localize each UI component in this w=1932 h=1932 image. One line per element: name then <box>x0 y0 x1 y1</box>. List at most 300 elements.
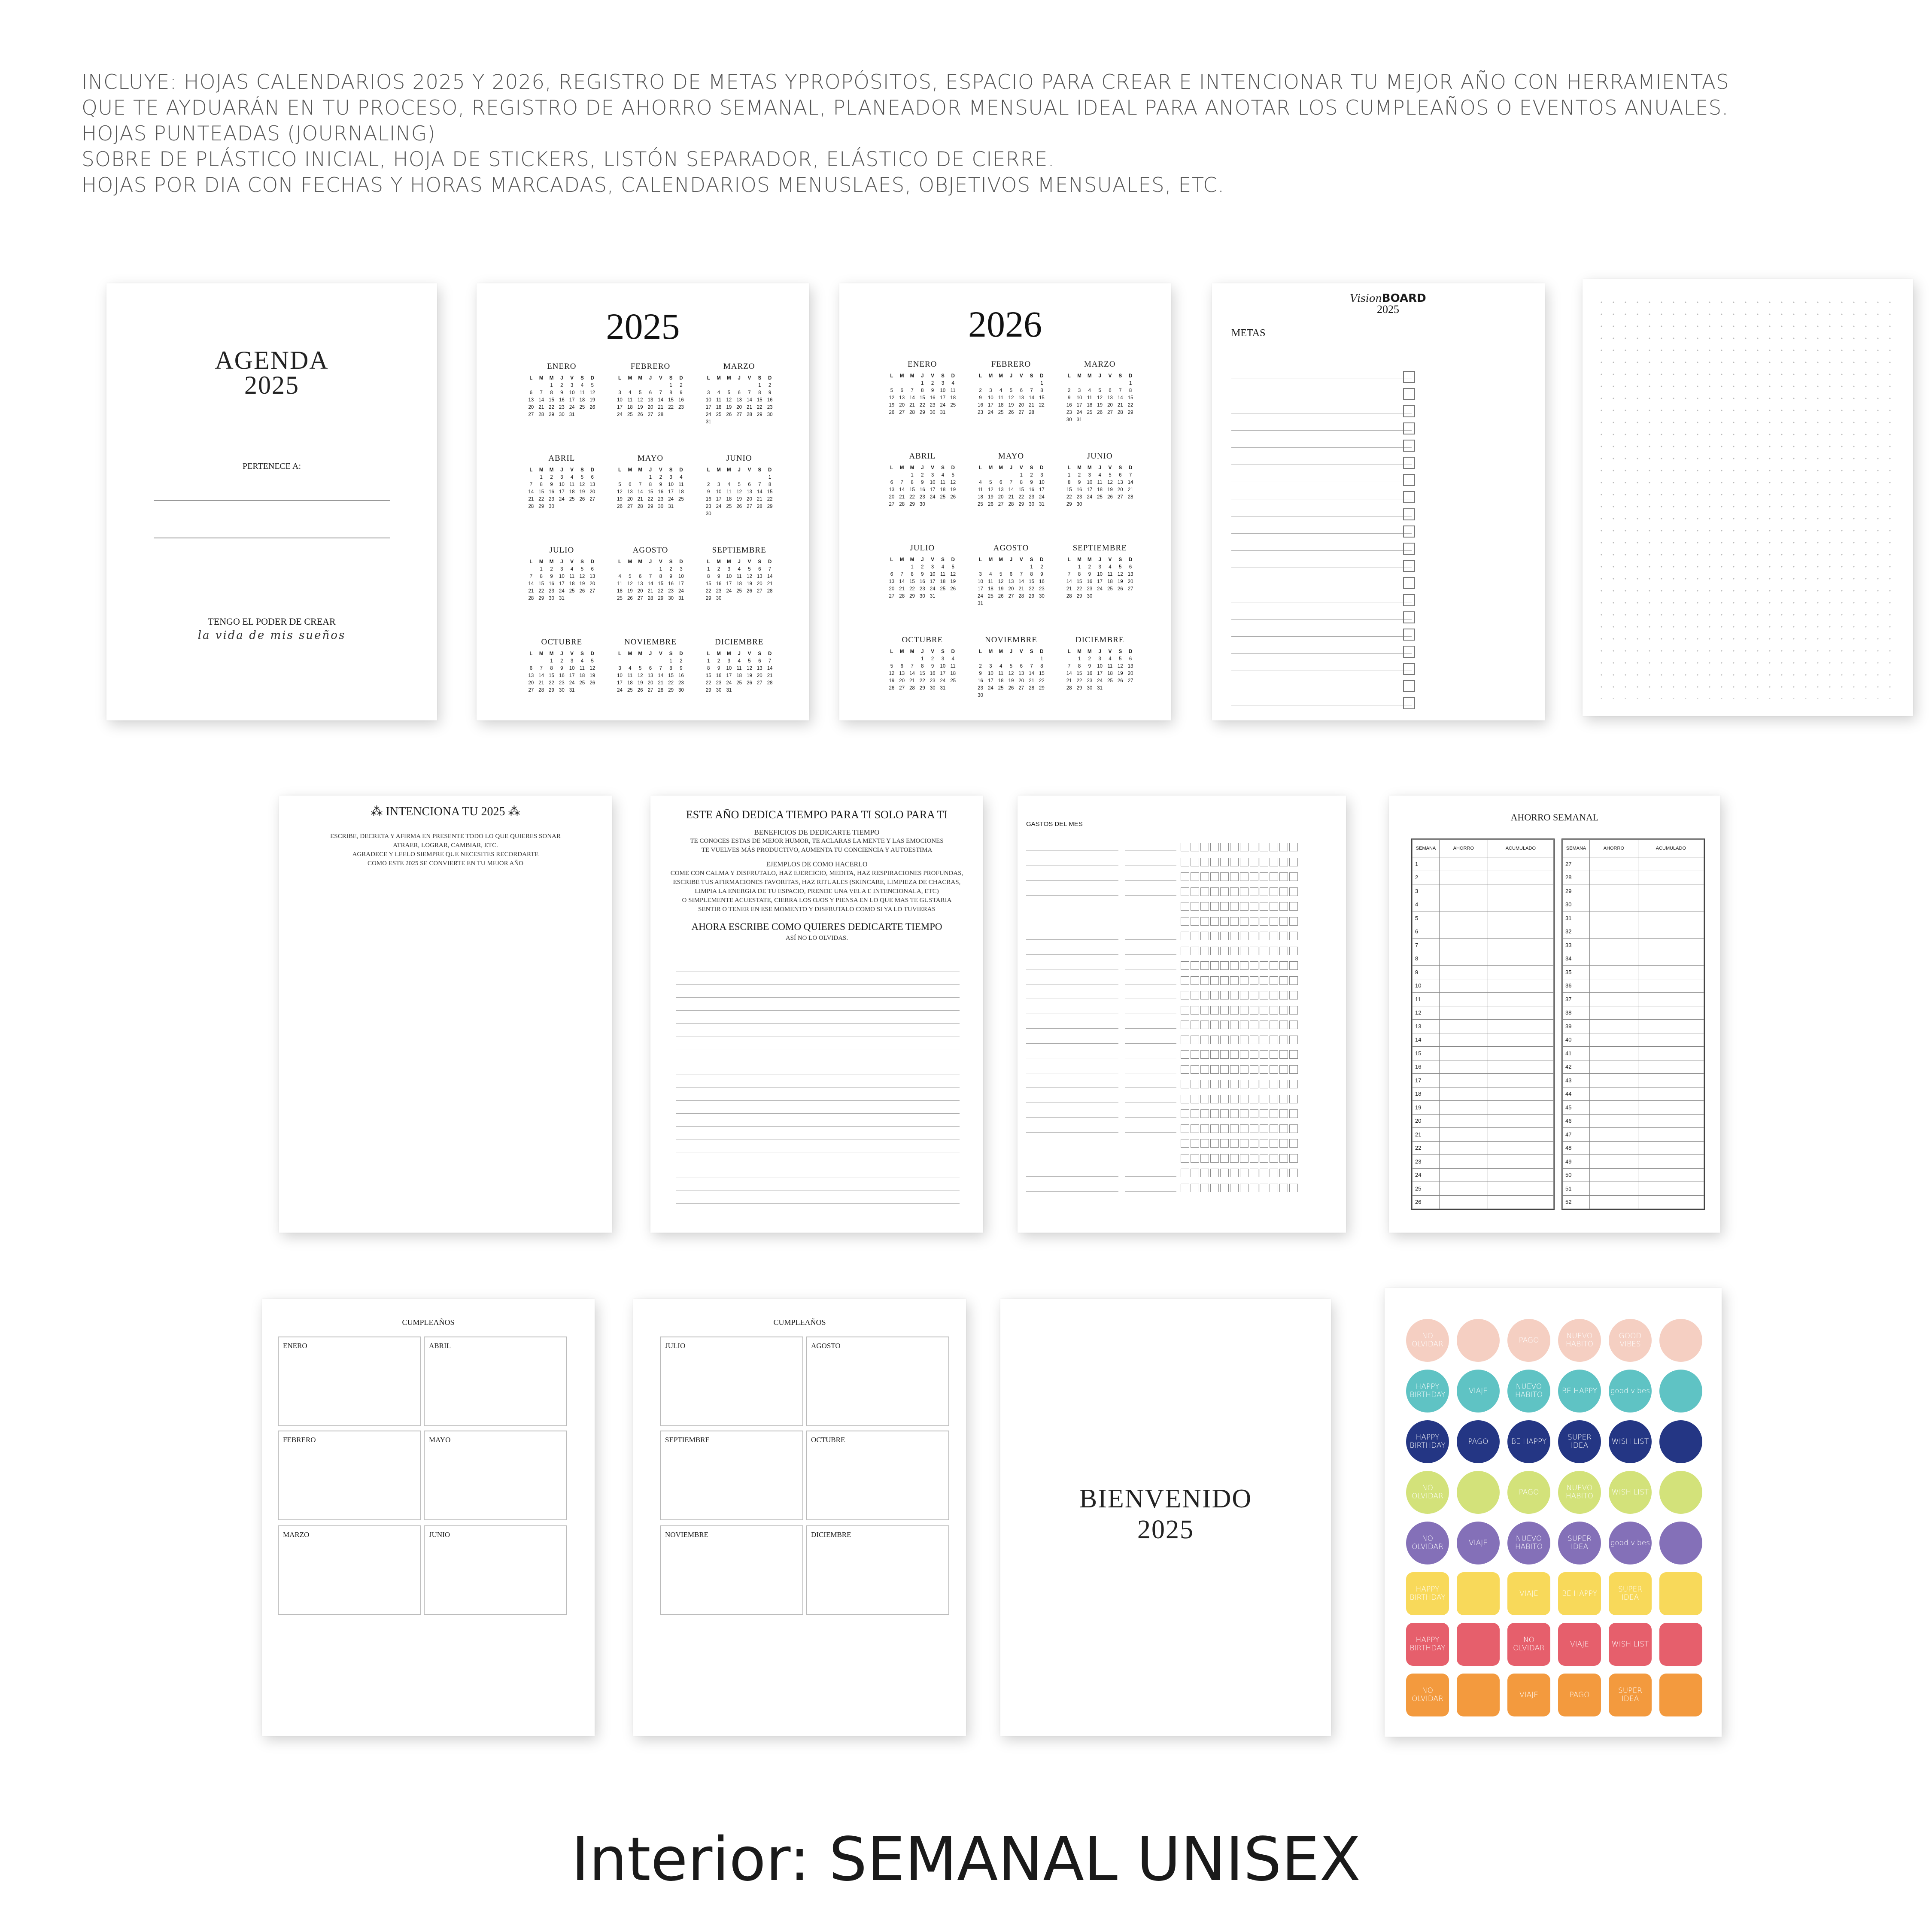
day-number: 29 <box>1127 410 1133 415</box>
month-box <box>806 1525 949 1615</box>
day-number: 5 <box>1009 664 1013 669</box>
sticker: NO OLVIDAR <box>1406 1522 1449 1564</box>
day-number: 7 <box>1068 664 1071 669</box>
day-number: 16 <box>1076 487 1082 492</box>
checkbox <box>1240 1006 1249 1015</box>
expense-line <box>1026 1132 1118 1133</box>
month-name: OCTUBRE <box>541 638 583 647</box>
day-number: 30 <box>767 412 773 417</box>
day-number: 2 <box>717 659 720 664</box>
day-number: 27 <box>647 688 653 693</box>
day-number: 11 <box>940 572 945 577</box>
checkbox-row <box>1181 1036 1299 1044</box>
day-number: 17 <box>1097 579 1103 584</box>
day-number: 19 <box>579 489 585 495</box>
intro-line: INCLUYE: HOJAS CALENDARIOS 2025 Y 2026, REGISTRO DE METAS YPROPÓSITOS, ESPACIO PARA CREAR E INTENCIONAR TU MEJOR AÑO CON HERRAMIENTAS <box>82 70 1729 94</box>
day-number: 3 <box>618 666 621 671</box>
day-number: 30 <box>716 688 722 693</box>
day-number: 12 <box>950 572 956 577</box>
day-number: 20 <box>899 678 905 683</box>
weekday-header: D <box>590 651 594 656</box>
day-number: 28 <box>538 688 544 693</box>
day-number: 24 <box>559 497 565 502</box>
day-number: 19 <box>1107 487 1113 492</box>
weekday-header: M <box>1088 557 1092 562</box>
day-number: 7 <box>540 666 543 671</box>
day-number: 12 <box>726 398 732 403</box>
weekday-header: M <box>549 468 554 473</box>
savings-cell <box>1590 925 1638 939</box>
day-number: 2 <box>979 388 982 393</box>
day-number: 12 <box>889 395 895 401</box>
savings-cell <box>1590 1128 1638 1142</box>
weekday-header: V <box>1019 557 1023 562</box>
weekday-header: J <box>1098 374 1101 379</box>
sticker: NO OLVIDAR <box>1406 1674 1449 1716</box>
day-number: 18 <box>617 589 623 594</box>
weekday-header: D <box>1040 557 1044 562</box>
day-number: 12 <box>617 489 623 495</box>
sticker: BE HAPPY <box>1507 1420 1550 1463</box>
sticker: NO OLVIDAR <box>1406 1471 1449 1514</box>
cumulative-cell <box>1638 1141 1704 1155</box>
cumulative-cell <box>1488 1168 1553 1182</box>
weekday-header: D <box>768 468 772 473</box>
weekday-header: D <box>590 559 594 565</box>
weekday-header: V <box>1019 649 1023 654</box>
day-number: 1 <box>1129 381 1132 386</box>
empty-day <box>734 383 744 388</box>
day-number: 12 <box>1008 395 1014 401</box>
week-cell: 43 <box>1563 1074 1590 1088</box>
day-number: 19 <box>589 673 595 678</box>
day-number: 7 <box>911 664 914 669</box>
checkbox <box>1230 1109 1239 1118</box>
checkbox <box>1191 1169 1199 1177</box>
goal-line <box>1231 619 1412 620</box>
empty-day <box>887 656 897 662</box>
checkbox <box>1210 917 1219 926</box>
day-number: 16 <box>1066 403 1072 408</box>
checkbox <box>1210 902 1219 911</box>
day-number: 13 <box>627 489 633 495</box>
day-number: 9 <box>921 572 924 577</box>
week-cell: 38 <box>1563 1006 1590 1020</box>
day-number: 1 <box>911 473 914 478</box>
weekday-header: M <box>899 374 904 379</box>
sticker: VIAJE <box>1457 1522 1500 1564</box>
day-number: 25 <box>998 686 1004 691</box>
weekday-header: D <box>590 376 594 381</box>
weekday-header: M <box>1088 374 1092 379</box>
day-number: 6 <box>529 666 533 671</box>
cumulative-cell <box>1638 1195 1704 1209</box>
savings-cell <box>1590 871 1638 884</box>
cumulative-cell <box>1488 871 1553 884</box>
day-number: 23 <box>767 405 773 410</box>
table-row <box>1563 1047 1704 1060</box>
day-number: 13 <box>889 579 895 584</box>
day-number: 27 <box>1117 495 1123 500</box>
day-number: 10 <box>678 574 684 579</box>
weekday-header: S <box>1030 465 1033 471</box>
weekday-header: D <box>951 465 955 471</box>
sticker <box>1457 1319 1500 1362</box>
empty-day <box>635 659 645 664</box>
checkbox <box>1230 961 1239 970</box>
weekday-header: J <box>1098 557 1101 562</box>
cumulative-cell <box>1488 1195 1553 1209</box>
sticker: HAPPY BIRTHDAY <box>1406 1420 1449 1463</box>
checkbox <box>1220 1139 1229 1148</box>
sticker: NUEVO HABITO <box>1507 1370 1550 1413</box>
day-number: 28 <box>1127 495 1133 500</box>
day-number: 20 <box>647 405 653 410</box>
empty-day <box>744 383 755 388</box>
day-number: 29 <box>1029 594 1034 599</box>
day-grid <box>703 651 775 693</box>
ahorro-table-right <box>1561 838 1705 1210</box>
checkbox <box>1289 961 1298 970</box>
checkbox <box>1250 1021 1258 1029</box>
weekday-header: M <box>1077 649 1081 654</box>
checkbox <box>1200 947 1209 955</box>
cumulative-cell <box>1488 911 1553 925</box>
expense-line <box>1026 1191 1118 1192</box>
day-number: 27 <box>1107 410 1113 415</box>
checkbox <box>1181 917 1189 926</box>
day-number: 12 <box>1097 395 1103 401</box>
day-number: 5 <box>1009 388 1013 393</box>
day-number: 11 <box>678 482 684 487</box>
weekday-header: S <box>1030 557 1033 562</box>
day-number: 15 <box>549 398 554 403</box>
day-number: 14 <box>1029 395 1034 401</box>
column-header: ACUMULADO <box>1638 840 1704 857</box>
day-number: 11 <box>940 480 945 485</box>
day-number: 21 <box>1008 495 1014 500</box>
cumulative-cell <box>1638 911 1704 925</box>
day-number: 8 <box>758 390 761 395</box>
tiempo-how <box>650 860 983 914</box>
day-number: 1 <box>659 567 662 572</box>
checkbox <box>1279 1184 1288 1192</box>
day-number: 19 <box>889 678 895 683</box>
weekday-header: J <box>649 376 652 381</box>
day-number: 17 <box>1087 487 1093 492</box>
day-number: 8 <box>921 388 924 393</box>
tiempo-page <box>650 796 983 1233</box>
empty-day <box>754 475 765 480</box>
month-name: MAYO <box>637 454 664 463</box>
empty-day <box>887 565 897 570</box>
weekday-header: M <box>638 468 642 473</box>
table-row <box>1413 911 1554 925</box>
day-number: 25 <box>736 589 742 594</box>
table-row <box>1563 1033 1704 1047</box>
checkbox <box>1191 858 1199 866</box>
goal-checkbox <box>1403 457 1415 469</box>
day-number: 19 <box>747 581 752 586</box>
day-number: 17 <box>678 581 684 586</box>
amount-line <box>1125 1191 1176 1192</box>
weekday-header: D <box>951 649 955 654</box>
day-number: 3 <box>707 390 710 395</box>
day-number: 26 <box>747 589 752 594</box>
day-number: 14 <box>538 673 544 678</box>
checkbox <box>1230 991 1239 999</box>
day-number: 15 <box>909 579 915 584</box>
sticker <box>1659 1522 1702 1564</box>
checkbox <box>1181 1080 1189 1088</box>
day-number: 29 <box>1076 686 1082 691</box>
empty-day <box>1016 381 1027 386</box>
savings-cell <box>1440 1101 1488 1115</box>
table-header-row <box>1413 840 1554 857</box>
intro-line: QUE TE AYDUARÁN EN TU PROCESO, REGISTRO DE AHORRO SEMANAL, PLANEADOR MENSUAL IDEAL PARA ANOTAR LOS CUMPLEAÑOS O EVENTOS ANUALES. <box>82 96 1729 120</box>
savings-cell <box>1590 1101 1638 1115</box>
goal-checkbox <box>1403 422 1415 434</box>
expense-line <box>1026 1176 1118 1177</box>
checkbox <box>1260 917 1268 926</box>
day-number: 16 <box>705 497 711 502</box>
day-number: 22 <box>1076 586 1082 592</box>
checkbox <box>1181 1169 1189 1177</box>
checkbox <box>1240 1184 1249 1192</box>
day-number: 23 <box>1076 495 1082 500</box>
day-number: 31 <box>1039 502 1045 507</box>
checkbox <box>1220 917 1229 926</box>
day-number: 6 <box>1020 388 1023 393</box>
month-block <box>1064 452 1136 544</box>
day-number: 2 <box>921 565 924 570</box>
weekday-header: V <box>747 559 751 565</box>
weekday-header: L <box>707 651 710 656</box>
day-number: 22 <box>767 497 773 502</box>
weekday-header: V <box>1108 649 1112 654</box>
checkbox <box>1270 1184 1278 1192</box>
cover-title <box>106 348 437 398</box>
day-number: 18 <box>940 579 946 584</box>
day-number: 28 <box>1117 410 1123 415</box>
month-name: FEBRERO <box>630 362 671 371</box>
checkbox <box>1191 1154 1199 1163</box>
weekday-header: L <box>1067 649 1071 654</box>
checkbox <box>1220 1050 1229 1059</box>
checkbox <box>1270 961 1278 970</box>
day-number: 6 <box>748 482 751 487</box>
day-number: 11 <box>988 579 993 584</box>
weekday-header: M <box>638 651 642 656</box>
checkbox <box>1210 991 1219 999</box>
weekday-header: M <box>910 649 914 654</box>
checkbox <box>1289 1139 1298 1148</box>
checkbox <box>1240 1065 1249 1074</box>
day-number: 13 <box>589 482 595 487</box>
day-number: 26 <box>736 504 742 509</box>
weekday-header: S <box>1030 649 1033 654</box>
tiempo-now: AHORA ESCRIBE COMO QUIERES DEDICARTE TIEMPO <box>691 921 942 932</box>
day-number: 3 <box>1078 388 1081 393</box>
day-number: 4 <box>629 390 632 395</box>
sticker: SUPER IDEA <box>1609 1572 1652 1615</box>
day-number: 9 <box>717 666 720 671</box>
cumulative-cell <box>1488 979 1553 993</box>
weekday-header: M <box>638 559 642 565</box>
checkbox <box>1250 917 1258 926</box>
savings-cell <box>1440 1155 1488 1169</box>
day-number: 18 <box>627 405 633 410</box>
weekday-header: V <box>1108 465 1112 471</box>
day-number: 3 <box>1098 565 1101 570</box>
writing-line <box>676 984 960 985</box>
day-number: 19 <box>726 405 732 410</box>
checkbox <box>1250 1124 1258 1133</box>
day-number: 25 <box>950 403 956 408</box>
weekday-header: D <box>1128 374 1133 379</box>
day-number: 15 <box>919 671 925 676</box>
column-header: AHORRO <box>1440 840 1488 857</box>
savings-cell <box>1440 1182 1488 1196</box>
day-number: 23 <box>668 589 674 594</box>
day-number: 14 <box>767 666 773 671</box>
weekday-header: M <box>1077 374 1081 379</box>
intenciona-title <box>279 804 612 819</box>
savings-cell <box>1590 1114 1638 1128</box>
day-number: 14 <box>528 581 534 586</box>
day-number: 2 <box>931 656 934 662</box>
weekday-header: L <box>979 557 982 562</box>
day-number: 17 <box>987 678 993 683</box>
day-number: 20 <box>647 680 653 686</box>
checkbox <box>1210 947 1219 955</box>
day-number: 27 <box>528 688 534 693</box>
checkbox <box>1181 887 1189 896</box>
day-number: 22 <box>909 586 915 592</box>
weekday-header: L <box>979 374 982 379</box>
vision-year: 2025 <box>1377 303 1399 316</box>
day-number: 13 <box>756 666 762 671</box>
weekday-header: M <box>539 468 544 473</box>
day-number: 9 <box>707 489 710 495</box>
cumpleanos-page-1 <box>262 1299 595 1736</box>
day-number: 8 <box>540 574 543 579</box>
checkbox <box>1240 947 1249 955</box>
checkbox <box>1230 843 1239 851</box>
savings-cell <box>1590 1020 1638 1033</box>
day-number: 21 <box>1117 403 1123 408</box>
empty-day <box>635 567 645 572</box>
day-number: 13 <box>1127 664 1133 669</box>
day-number: 28 <box>1066 594 1072 599</box>
day-number: 4 <box>717 390 720 395</box>
day-number: 1 <box>707 659 710 664</box>
table-row <box>1563 1101 1704 1115</box>
day-number: 3 <box>989 664 992 669</box>
day-number: 23 <box>1029 495 1034 500</box>
expense-line <box>1026 1028 1118 1029</box>
table-row <box>1413 1074 1554 1088</box>
day-number: 6 <box>1020 664 1023 669</box>
month-name: DICIEMBRE <box>714 638 764 647</box>
table-row <box>1413 1047 1554 1060</box>
checkbox <box>1191 961 1199 970</box>
day-number: 10 <box>1039 480 1045 485</box>
goal-line <box>1231 533 1412 534</box>
day-number: 31 <box>1097 686 1103 691</box>
week-cell: 8 <box>1413 952 1440 966</box>
day-number: 15 <box>1039 671 1045 676</box>
day-number: 29 <box>1039 686 1045 691</box>
day-number: 13 <box>1008 579 1014 584</box>
name-line <box>154 500 390 501</box>
weekday-header: S <box>580 376 584 381</box>
checkbox <box>1200 872 1209 881</box>
day-number: 8 <box>659 574 662 579</box>
day-number: 11 <box>716 398 721 403</box>
weekday-header: V <box>570 651 574 656</box>
metas-label: METAS <box>1231 328 1266 339</box>
day-number: 3 <box>727 659 731 664</box>
checkbox <box>1191 991 1199 999</box>
savings-cell <box>1590 1006 1638 1020</box>
day-number: 22 <box>1039 403 1045 408</box>
month-name: MARZO <box>723 362 755 371</box>
cumulative-cell <box>1488 1101 1553 1115</box>
checkbox <box>1240 1139 1249 1148</box>
day-number: 4 <box>570 567 574 572</box>
expense-line <box>1026 880 1118 881</box>
day-number: 22 <box>549 405 554 410</box>
weekday-header: L <box>618 376 622 381</box>
cumulative-cell <box>1488 1033 1553 1047</box>
day-number: 29 <box>909 502 915 507</box>
checkbox <box>1260 872 1268 881</box>
day-number: 22 <box>538 497 544 502</box>
day-number: 5 <box>951 473 954 478</box>
empty-day <box>985 565 996 570</box>
weekday-header: M <box>717 468 721 473</box>
day-number: 3 <box>941 381 945 386</box>
day-number: 20 <box>1008 586 1014 592</box>
day-number: 17 <box>1039 487 1045 492</box>
empty-day <box>1115 381 1125 386</box>
day-number: 21 <box>767 581 773 586</box>
day-number: 3 <box>1088 473 1091 478</box>
savings-cell <box>1440 1168 1488 1182</box>
month-name: MARZO <box>1084 360 1116 369</box>
weekday-header: M <box>910 374 914 379</box>
savings-cell <box>1590 966 1638 979</box>
weekday-header: L <box>890 374 893 379</box>
day-number: 9 <box>550 482 553 487</box>
sticker: HAPPY BIRTHDAY <box>1406 1623 1449 1666</box>
week-cell: 5 <box>1413 911 1440 925</box>
day-number: 20 <box>1018 678 1024 683</box>
checkbox <box>1289 947 1298 955</box>
sticker <box>1659 1674 1702 1716</box>
checkbox <box>1181 1006 1189 1015</box>
month-block <box>526 454 598 546</box>
checkbox-row <box>1181 1065 1299 1074</box>
checkbox <box>1250 947 1258 955</box>
day-number: 18 <box>950 671 956 676</box>
day-number: 8 <box>540 482 543 487</box>
day-number: 26 <box>998 594 1004 599</box>
cover-title-line: AGENDA <box>215 346 329 374</box>
day-grid <box>1064 557 1136 599</box>
weekday-header: L <box>707 468 710 473</box>
